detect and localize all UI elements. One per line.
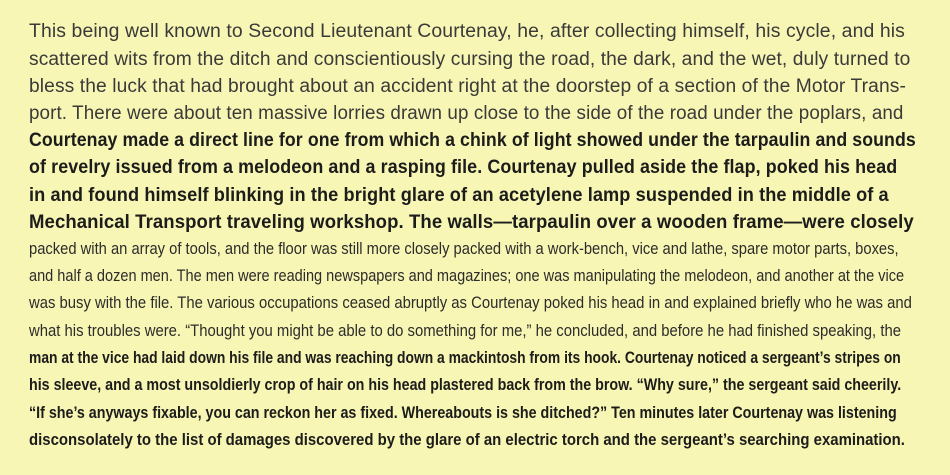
text-line: bless the luck that had brought about an accident right at the doorstep of a section of the Motor Trans- xyxy=(29,76,906,97)
text-line: “If she’s anyways fixable, you can reckon her as fixed. Whereabouts is she ditched?” Ten minutes later Courtenay was listening xyxy=(29,403,897,422)
text-line: Courtenay made a direct line for one from which a chink of light showed under the tarpaulin and sounds xyxy=(29,130,916,151)
text-line: disconsolately to the list of damages discovered by the glare of an electric torch and the sergeant’s searching examination. xyxy=(29,430,905,449)
text-line: of revelry issued from a melodeon and a rasping file. Courtenay pulled aside the flap, poked his head xyxy=(29,157,898,178)
text-line: packed with an array of tools, and the floor was still more closely packed with a work-bench, vice and lathe, spare motor parts, boxes, xyxy=(29,239,899,258)
text-line: what his troubles were. “Thought you might be able to do something for me,” he concluded, and before he had finished speaking, the xyxy=(29,321,901,340)
text-line: This being well known to Second Lieutenant Courtenay, he, after collecting himself, his cycle, and his xyxy=(29,21,905,42)
text-line: his sleeve, and a most unsoldierly crop of hair on his head plastered back from the brow. “Why sure,” the sergeant said cheerily. xyxy=(29,375,902,394)
text-line: Mechanical Transport traveling workshop. The walls—tarpaulin over a wooden frame—were closely xyxy=(29,212,914,233)
text-line: port. There were about ten massive lorries drawn up close to the side of the road under the poplars, and xyxy=(29,103,904,124)
text-line: and half a dozen men. The men were reading newspapers and magazines; one was manipulating the melodeon, and another at the vice xyxy=(29,266,905,285)
text-line: scattered wits from the ditch and conscientiously cursing the road, the dark, and the wet, duly turned to xyxy=(29,49,911,70)
text-line: man at the vice had laid down his file and was reaching down a mackintosh from its hook. Courtenay noticed a sergeant’s stripes on xyxy=(29,348,901,367)
text-line: in and found himself blinking in the bright glare of an acetylene lamp suspended in the middle of a xyxy=(29,185,889,206)
text-line: was busy with the file. The various occupations ceased abruptly as Courtenay poked his head in and explained briefly who he was and xyxy=(29,293,912,312)
